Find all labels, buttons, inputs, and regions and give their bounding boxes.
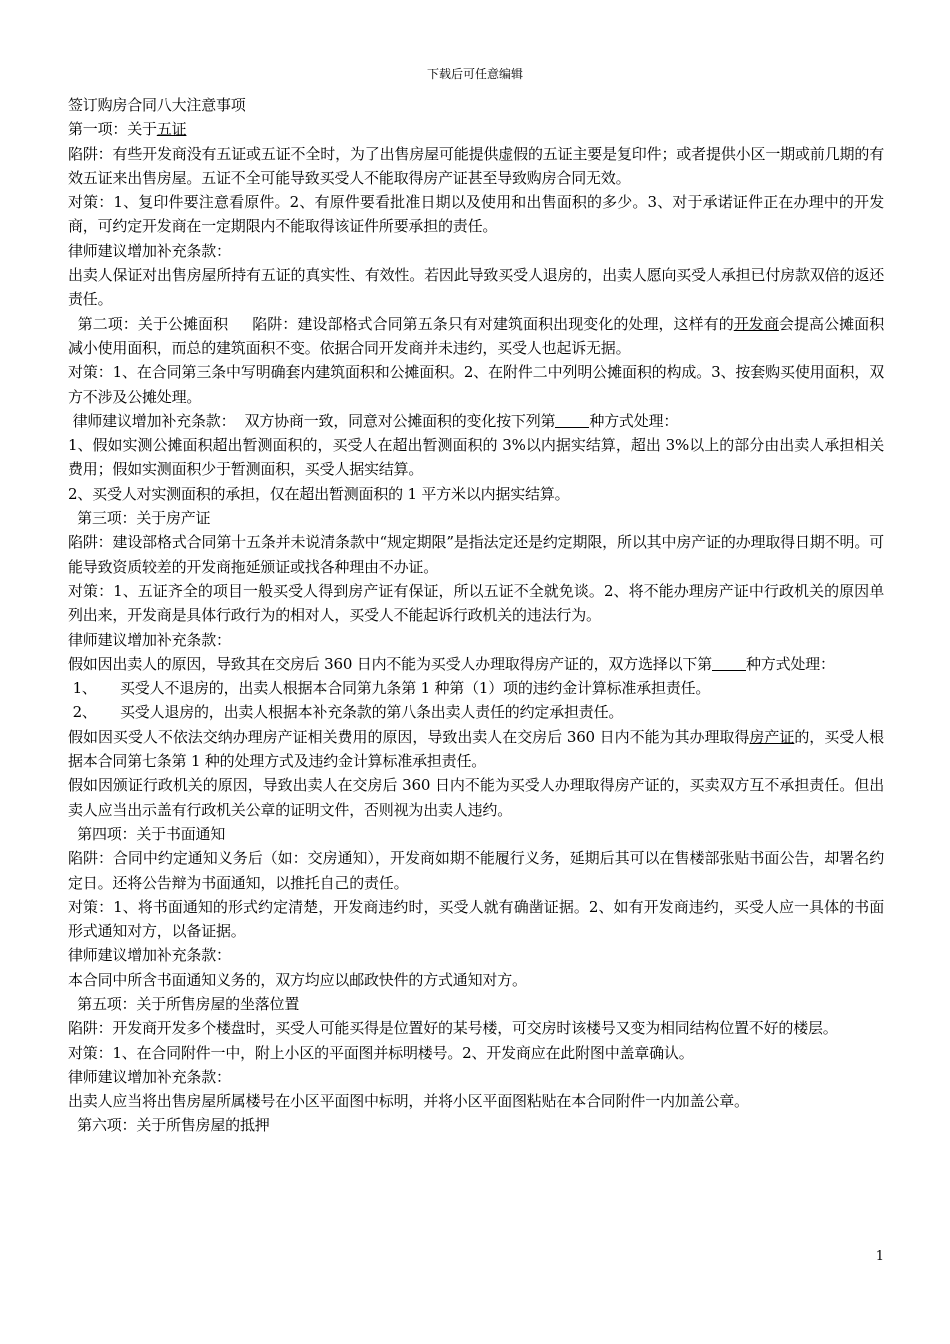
section-3-heading: 第三项：关于房产证 <box>68 509 211 528</box>
section-3-paragraph-3 <box>68 725 884 774</box>
option-number: 1、 <box>68 679 97 698</box>
page-header: 下载后可任意编辑 <box>426 67 523 81</box>
section-3-clause-text-b: 种方式处理： <box>745 654 835 673</box>
section-3-paragraph-4: 假如因颁证行政机关的原因，导致出卖人在交房后 360 日内不能为买受人办理取得房产证的，买卖双方互不承担责任。但出卖人应当出示盖有行政机关公章的证明文件，否则视为出卖人违约。 <box>68 776 884 819</box>
section-5-trap: 陷阱：开发商开发多个楼盘时，买受人可能买得是位置好的某号楼，可交房时该楼号又变为相同结构位置不好的楼层。 <box>68 1019 838 1038</box>
document-body <box>68 93 884 1138</box>
section-3-clause-text-a: 假如因出卖人的原因，导致其在交房后 360 日内不能为买受人办理取得房产证的，双方选择以下第 <box>68 654 712 673</box>
section-2-trap <box>68 312 884 361</box>
section-4-trap: 陷阱：合同中约定通知义务后（如：交房通知），开发商如期不能履行义务，延期后其可以在售楼部张贴书面公告，却署名约定日。还将公告辩为书面通知，以推托自己的责任。 <box>68 849 884 892</box>
section-2-option-1: 1、假如实测公摊面积超出暂测面积的，买受人在超出暂测面积的 3%以内据实结算，超出 3%以上的部分由出卖人承担相关费用；假如实测面积少于暂测面积，买受人据实结算。 <box>68 436 884 479</box>
section-1-trap: 陷阱：有些开发商没有五证或五证不全时，为了出售房屋可能提供虚假的五证主要是复印件；或者提供小区一期或前几期的有效五证来出售房屋。五证不全可能导致买受人不能取得房产证甚至导致购房合同无效。 <box>68 144 884 187</box>
section-1-clause: 出卖人保证对出售房屋所持有五证的真实性、有效性。若因此导致买受人退房的，出卖人愿向买受人承担已付房款双倍的返还责任。 <box>68 266 884 309</box>
section-4-measure: 对策：1、将书面通知的形式约定清楚，开发商违约时，买受人就有确凿证据。2、如有开发商违约，买受人应一具体的书面形式通知对方，以备证据。 <box>68 897 884 941</box>
section-2-option-2: 2、买受人对实测面积的承担，仅在超出暂测面积的 1 平方米以内据实结算。 <box>68 484 570 503</box>
section-3-p3-text-a: 假如因买受人不依法交纳办理房产证相关费用的原因，导致出卖人在交房后 360 日内不能为其办理取得 <box>68 727 750 746</box>
section-2-lawyer-text-b: 种方式处理： <box>589 411 679 430</box>
section-3-p3-text-c: 的，买受人根据本合同第七条第 1 种的处理方式及违约金计算标准承担责任。 <box>68 727 884 771</box>
section-6-heading: 第六项：关于所售房屋的抵押 <box>68 1116 270 1135</box>
fill-in-blank <box>555 411 589 428</box>
section-3-option-2 <box>68 700 884 724</box>
section-4-lawyer-note: 律师建议增加补充条款： <box>68 946 231 965</box>
section-1-measure: 对策：1、复印件要注意看原件。2、有原件要看批准日期以及使用和出售面积的多少。3、对于承诺证件正在办理中的开发商，可约定开发商在一定期限内不能取得该证件所要承担的责任。 <box>68 193 884 236</box>
section-1-lawyer-note: 律师建议增加补充条款： <box>68 241 231 260</box>
section-3-lawyer-note: 律师建议增加补充条款： <box>68 630 231 649</box>
section-4-clause: 本合同中所含书面通知义务的，双方均应以邮政快件的方式通知对方。 <box>68 970 527 989</box>
section-5-heading: 第五项：关于所售房屋的坐落位置 <box>68 994 300 1013</box>
section-1-heading-underlined: 五证 <box>156 120 187 139</box>
section-1-heading-text: 第一项：关于 <box>68 120 157 139</box>
section-2-trap-text-a: 第二项：关于公摊面积 陷阱：建设部格式合同第五条只有对建筑面积出现变化的处理，这样有的 <box>68 314 734 333</box>
section-5-clause: 出卖人应当将出售房屋所属楼号在小区平面图中标明，并将小区平面图粘贴在本合同附件一内加盖公章。 <box>68 1092 749 1111</box>
section-2-lawyer-text-a: 律师建议增加补充条款： 双方协商一致，同意对公摊面积的变化按下列第 <box>68 411 556 430</box>
option-text: 买受人不退房的，出卖人根据本合同第九条第 1 种第（1）项的违约金计算标准承担责任。 <box>120 679 711 698</box>
option-text: 买受人退房的，出卖人根据本补充条款的第八条出卖人责任的约定承担责任。 <box>120 703 624 722</box>
section-5-measure: 对策：1、在合同附件一中，附上小区的平面图并标明楼号。2、开发商应在此附图中盖章确认。 <box>68 1043 694 1062</box>
section-3-clause <box>68 652 884 676</box>
section-2-measure: 对策：1、在合同第三条中写明确套内建筑面积和公摊面积。2、在附件二中列明公摊面积的构成。3、按套购买使用面积，双方不涉及公摊处理。 <box>68 363 884 406</box>
section-4-heading: 第四项：关于书面通知 <box>68 824 226 843</box>
page-number: 1 <box>875 1249 884 1264</box>
fill-in-blank <box>712 654 746 671</box>
developer-underlined: 开发商 <box>733 314 779 333</box>
section-3-option-1 <box>68 676 884 700</box>
section-2-lawyer-note <box>68 409 884 433</box>
option-number: 2、 <box>68 703 97 722</box>
document-title: 签订购房合同八大注意事项 <box>68 96 246 114</box>
property-certificate-underlined: 房产证 <box>749 727 795 746</box>
section-3-trap: 陷阱：建设部格式合同第十五条并未说清条款中“规定期限”是指法定还是约定期限，所以其中房产证的办理取得日期不明。可能导致资质较差的开发商拖延颁证或找各种理由不办证。 <box>68 533 884 576</box>
section-3-measure: 对策：1、五证齐全的项目一般买受人得到房产证有保证，所以五证不全就免谈。2、将不能办理房产证中行政机关的原因单列出来，开发商是具体行政行为的相对人，买受人不能起诉行政机关的违法行为。 <box>68 581 884 625</box>
section-1-heading <box>68 117 884 141</box>
section-5-lawyer-note: 律师建议增加补充条款： <box>68 1067 231 1086</box>
section-2-trap-text-c: 会提高公摊面积减小使用面积，而总的建筑面积不变。依据合同开发商并未违约，买受人也起诉无据。 <box>68 314 884 357</box>
